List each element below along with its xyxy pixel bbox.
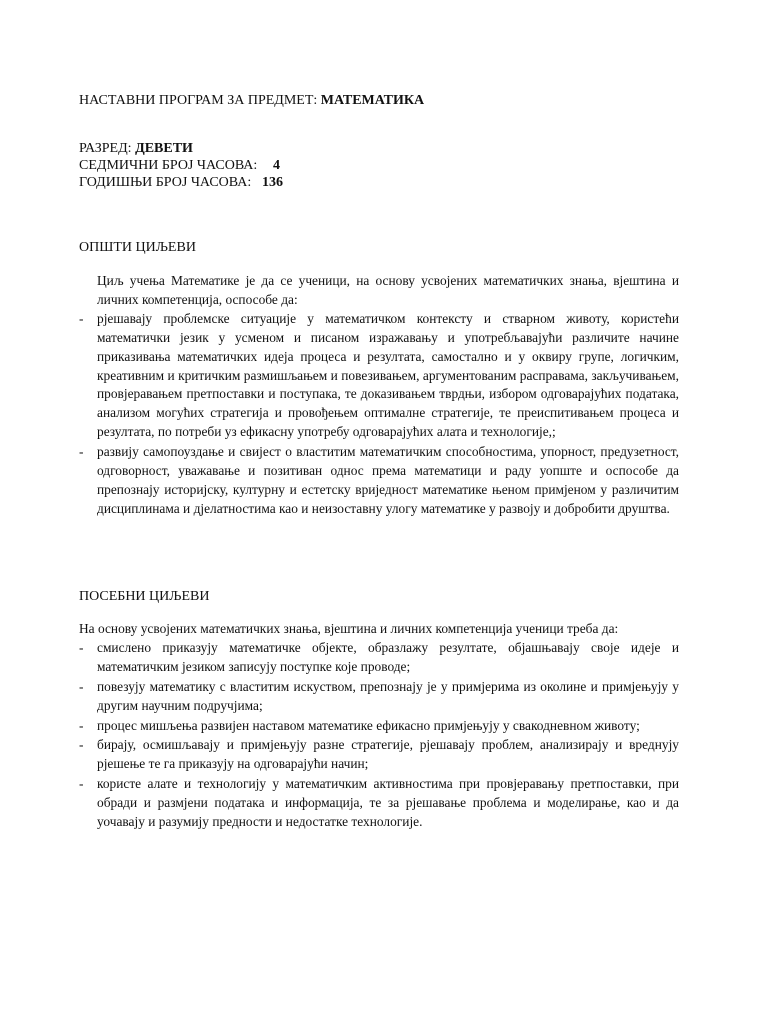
- list-item: [79, 736, 679, 774]
- specific-goals-list: [79, 639, 679, 832]
- yearly-hours-line: [79, 174, 283, 192]
- program-label: НАСТАВНИ ПРОГРАМ ЗА ПРЕДМЕТ:: [79, 93, 321, 108]
- list-item-text: развију самопоуздање и свијест о властитим математичким способностима, упорност, предузетност, одговорност, уважавање и позитиван однос према математици и раду уопште и оспособе да препознају историјску, културну и естетску вриједност математике њеном примјеном у различитим дисциплинама и дјелатностима као и неизоставну улогу математике у развоју и добробити друштва.: [97, 444, 679, 516]
- specific-goals-section: [79, 620, 679, 833]
- list-item-text: смислено приказују математичке објекте, образлажу резултате, објашњавају своје идеје и математичким језиком записују поступке које проводе;: [97, 639, 679, 674]
- list-item-text: користе алате и технологију у математичким активностима при провјеравању претпоставки, при обради и размјени података и информација, те за рјешавање проблема и моделирање, као и да уочавају и разумију предности и недостатке технологије.: [97, 776, 679, 830]
- bullet-dash: -: [79, 776, 84, 792]
- general-goals-list: [79, 310, 679, 519]
- list-item-text: повезују математику с властитим искуством, препознају је у примјерима из околине и примјењују у другим научним подручјима;: [97, 678, 679, 713]
- weekly-hours-value: 4: [273, 158, 280, 173]
- specific-goals-title: ПОСЕБНИ ЦИЉЕВИ: [79, 589, 210, 604]
- subject-name: МАТЕМАТИКА: [320, 93, 425, 108]
- list-item: [79, 717, 679, 736]
- list-item: [79, 443, 679, 519]
- bullet-dash: -: [79, 310, 84, 326]
- bullet-dash: -: [79, 737, 84, 753]
- program-heading: [79, 92, 424, 110]
- list-item-text: рјешавају проблемске ситуације у математичком контексту и стварном животу, користећи математички језик у усменом и писаном изражавању и употребљавајући различите начине приказивања математичких идеја процеса и резултата, самостално и у оквиру групе, логичким, креативним и критичким размишљањем и повезивањем, аргументованим расправама, закључивањем, провјеравањем претпоставки и поступака, те доказивањем тврдњи, избором одговарајућих података, анализом могућих стратегија и провођењем оптималне стратегије, те преиспитивањем процеса и резултата, по потреби уз ефикасну употребу одговарајућих алата и технологије,;: [97, 310, 679, 440]
- list-item: [79, 775, 679, 832]
- bullet-dash: -: [79, 717, 84, 733]
- list-item: [79, 310, 679, 442]
- weekly-hours-line: [79, 157, 280, 175]
- list-item-text: бирају, осмишљавају и примјењују разне стратегије, рјешавају проблем, анализирају и вреднују рјешење те га приказују на одговарајући начин;: [97, 737, 679, 772]
- list-item: [79, 639, 679, 677]
- grade-label: РАЗРЕД:: [79, 141, 136, 156]
- general-goals-title: ОПШТИ ЦИЉЕВИ: [79, 240, 196, 255]
- specific-goals-intro: На основу усвојених математичких знања, вјештина и личних компетенција ученици треба да:: [79, 621, 619, 636]
- grade-line: [79, 140, 193, 158]
- list-item: [79, 678, 679, 716]
- general-goals-section: [79, 272, 679, 520]
- yearly-hours-value: 136: [262, 175, 283, 190]
- bullet-dash: -: [79, 678, 84, 694]
- bullet-dash: -: [79, 444, 84, 460]
- bullet-dash: -: [79, 639, 84, 655]
- weekly-hours-label: СЕДМИЧНИ БРОЈ ЧАСОВА:: [79, 158, 258, 173]
- general-goals-intro: Циљ учења Математике је да се ученици, на основу усвојених математичких знања, вјештина и личних компетенција, оспособе да:: [97, 273, 679, 307]
- grade-value: ДЕВЕТИ: [135, 141, 193, 156]
- list-item-text: процес мишљења развијен наставом математике ефикасно примјењују у свакодневном животу;: [97, 717, 640, 733]
- yearly-hours-label: ГОДИШЊИ БРОЈ ЧАСОВА:: [79, 175, 252, 190]
